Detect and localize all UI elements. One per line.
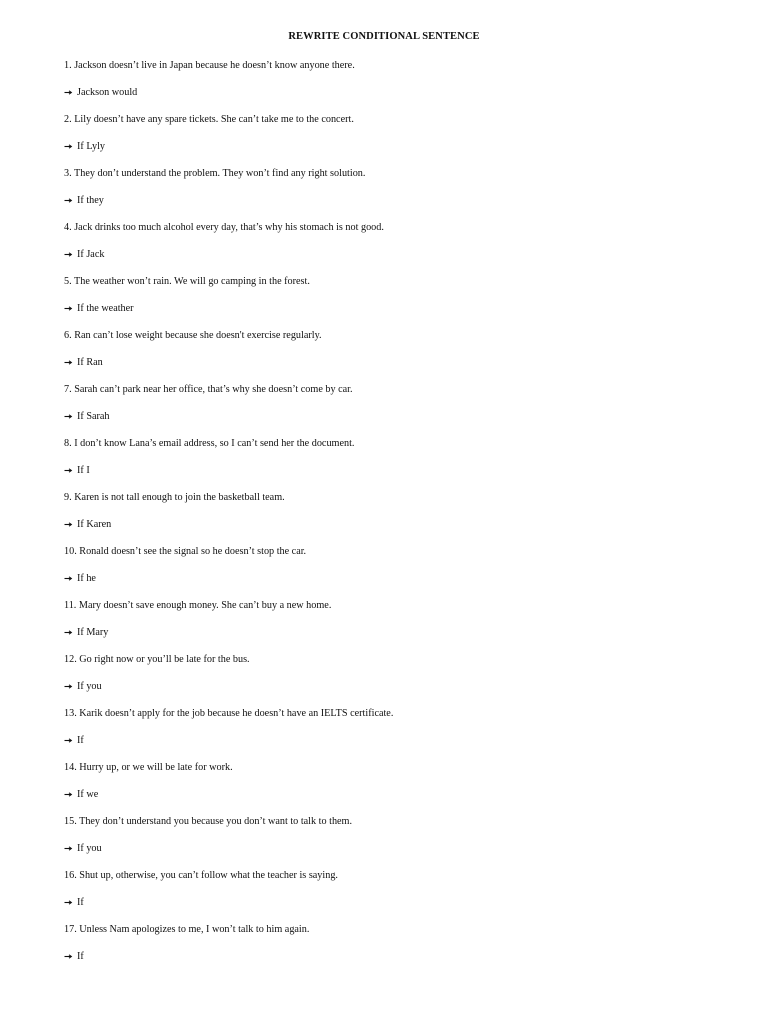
exercise-question: 8. I don’t know Lana’s email address, so I can’t send her the document. (64, 438, 355, 449)
right-arrow-icon (64, 626, 73, 639)
exercise-answer-line (64, 626, 108, 639)
answer-prompt: If (77, 951, 84, 962)
answer-prompt: If (77, 897, 84, 908)
exercise-question: 10. Ronald doesn’t see the signal so he doesn’t stop the car. (64, 546, 307, 557)
document-title: REWRITE CONDITIONAL SENTENCE (288, 31, 480, 42)
right-arrow-icon (64, 302, 73, 315)
exercise-answer-line (64, 356, 103, 369)
exercise-item (64, 491, 724, 545)
exercise-answer-line (64, 572, 96, 585)
exercise-answer-line (64, 518, 111, 531)
right-arrow-icon (64, 356, 73, 369)
answer-prompt: If they (77, 195, 104, 206)
exercise-item (64, 221, 724, 275)
answer-prompt: If you (77, 843, 102, 854)
exercise-answer-line (64, 410, 110, 423)
exercise-answer-line (64, 86, 137, 99)
exercise-item (64, 275, 724, 329)
exercise-answer-line (64, 842, 102, 855)
exercise-question: 17. Unless Nam apologizes to me, I won’t talk to him again. (64, 924, 310, 935)
right-arrow-icon (64, 572, 73, 585)
right-arrow-icon (64, 410, 73, 423)
answer-prompt: If Jack (77, 249, 105, 260)
answer-prompt: If we (77, 789, 99, 800)
answer-prompt: If Lyly (77, 141, 106, 152)
answer-prompt: If Karen (77, 519, 112, 530)
right-arrow-icon (64, 950, 73, 963)
exercise-answer-line (64, 896, 84, 909)
exercise-item (64, 815, 724, 869)
exercise-answer-line (64, 950, 84, 963)
exercise-question: 6. Ran can’t lose weight because she doesn't exercise regularly. (64, 330, 322, 341)
exercise-answer-line (64, 140, 105, 153)
exercise-question: 14. Hurry up, or we will be late for work. (64, 762, 233, 773)
right-arrow-icon (64, 194, 73, 207)
exercise-item (64, 167, 724, 221)
right-arrow-icon (64, 680, 73, 693)
exercise-item (64, 869, 724, 923)
exercise-question: 13. Karik doesn’t apply for the job because he doesn’t have an IELTS certificate. (64, 708, 394, 719)
exercise-question: 4. Jack drinks too much alcohol every day, that’s why his stomach is not good. (64, 222, 384, 233)
answer-prompt: If Ran (77, 357, 103, 368)
exercise-question: 9. Karen is not tall enough to join the basketball team. (64, 492, 285, 503)
answer-prompt: If (77, 735, 84, 746)
exercise-item (64, 59, 724, 113)
exercise-item (64, 329, 724, 383)
right-arrow-icon (64, 734, 73, 747)
exercise-answer-line (64, 464, 90, 477)
right-arrow-icon (64, 86, 73, 99)
right-arrow-icon (64, 842, 73, 855)
exercise-item (64, 923, 724, 977)
answer-prompt: If I (77, 465, 90, 476)
right-arrow-icon (64, 140, 73, 153)
exercise-question: 2. Lily doesn’t have any spare tickets. She can’t take me to the concert. (64, 114, 354, 125)
right-arrow-icon (64, 464, 73, 477)
answer-prompt: Jackson would (77, 87, 138, 98)
exercise-item (64, 383, 724, 437)
exercise-item (64, 545, 724, 599)
exercise-answer-line (64, 734, 84, 747)
answer-prompt: If Sarah (77, 411, 110, 422)
exercise-item (64, 761, 724, 815)
exercise-question: 7. Sarah can’t park near her office, that’s why she doesn’t come by car. (64, 384, 353, 395)
exercise-answer-line (64, 302, 134, 315)
exercise-question: 5. The weather won’t rain. We will go camping in the forest. (64, 276, 310, 287)
exercise-item (64, 707, 724, 761)
exercise-item (64, 653, 724, 707)
exercise-question: 12. Go right now or you’ll be late for the bus. (64, 654, 250, 665)
exercise-question: 11. Mary doesn’t save enough money. She can’t buy a new home. (64, 600, 332, 611)
exercise-item (64, 113, 724, 167)
exercise-question: 15. They don’t understand you because you don’t want to talk to them. (64, 816, 353, 827)
exercise-question: 16. Shut up, otherwise, you can’t follow what the teacher is saying. (64, 870, 338, 881)
exercise-list (64, 59, 724, 977)
exercise-question: 3. They don’t understand the problem. They won’t find any right solution. (64, 168, 366, 179)
right-arrow-icon (64, 518, 73, 531)
exercise-item (64, 437, 724, 491)
answer-prompt: If he (77, 573, 96, 584)
answer-prompt: If you (77, 681, 102, 692)
exercise-answer-line (64, 788, 98, 801)
exercise-question: 1. Jackson doesn’t live in Japan because he doesn’t know anyone there. (64, 60, 355, 71)
exercise-answer-line (64, 680, 102, 693)
right-arrow-icon (64, 248, 73, 261)
answer-prompt: If Mary (77, 627, 109, 638)
exercise-answer-line (64, 248, 104, 261)
right-arrow-icon (64, 896, 73, 909)
exercise-answer-line (64, 194, 104, 207)
answer-prompt: If the weather (77, 303, 134, 314)
right-arrow-icon (64, 788, 73, 801)
exercise-item (64, 599, 724, 653)
